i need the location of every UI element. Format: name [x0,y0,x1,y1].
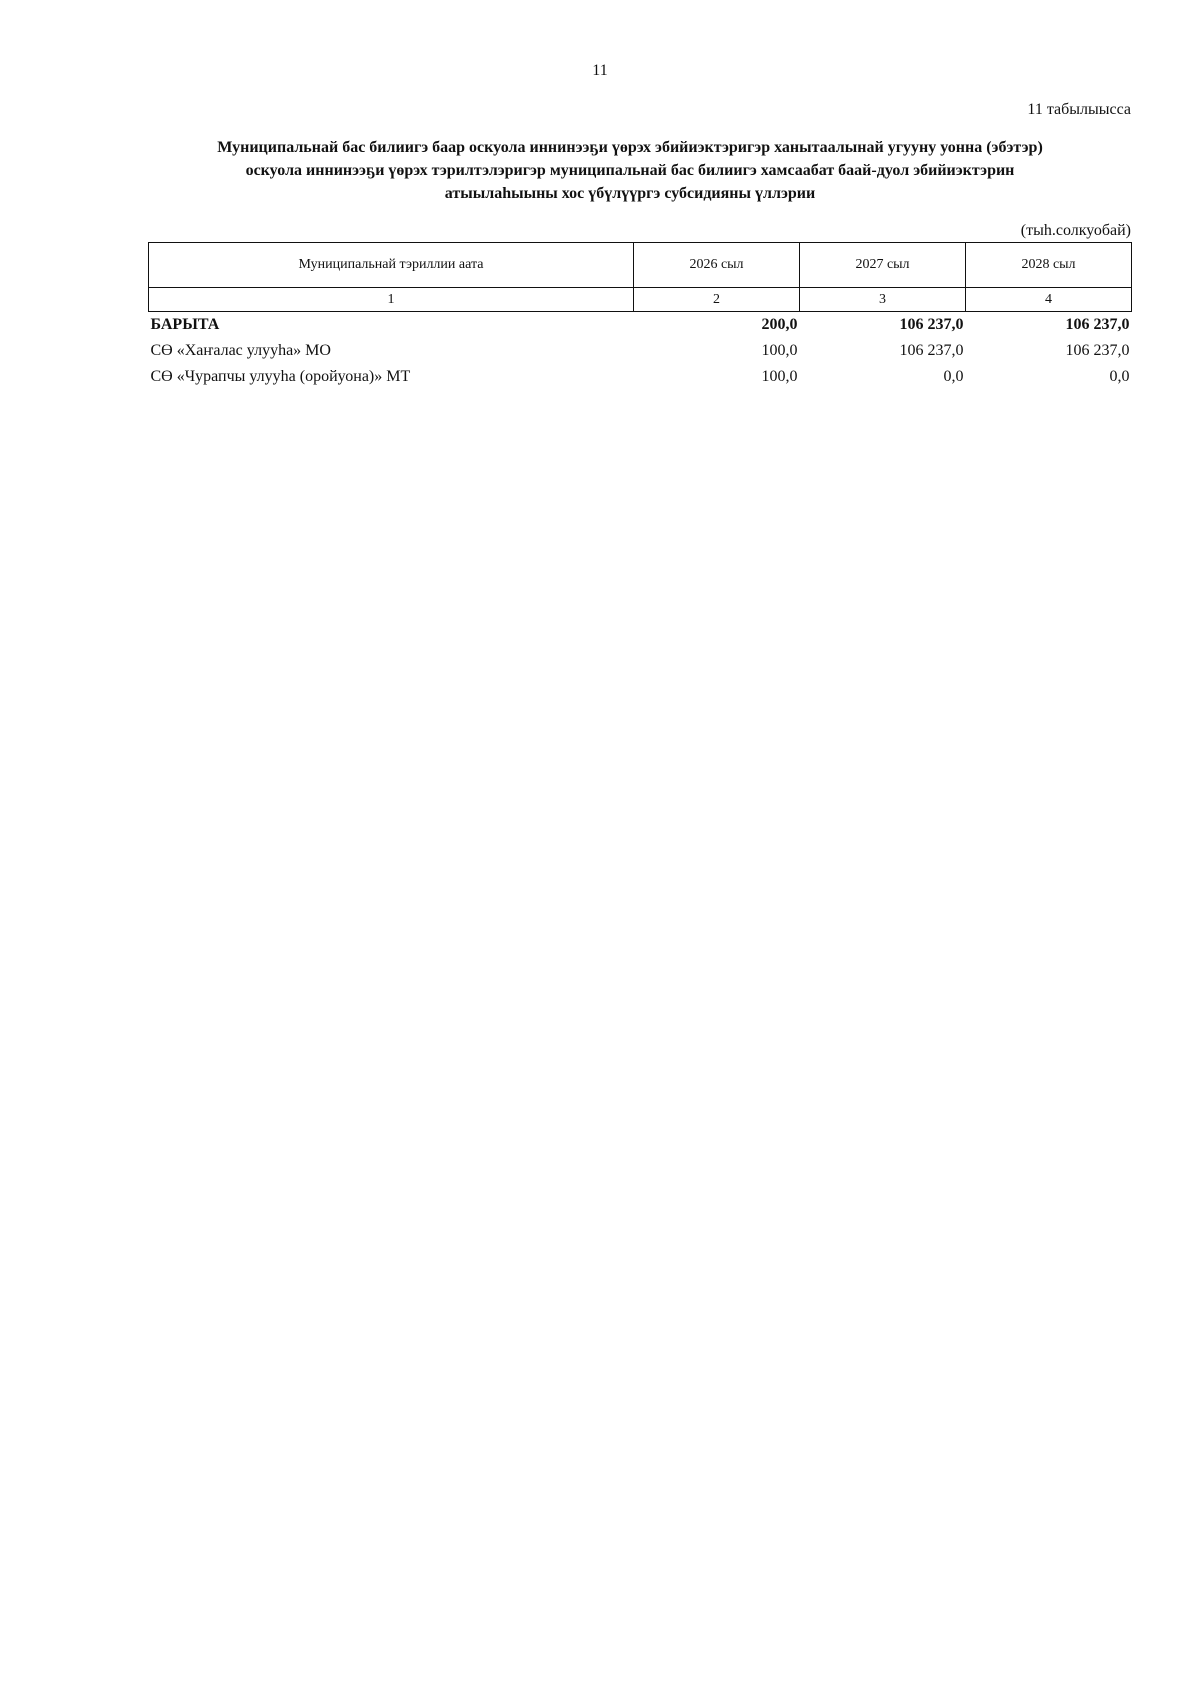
subsidy-table [148,242,1132,390]
value-2027: 106 237,0 [899,342,964,359]
value-2028: 106 237,0 [1065,342,1130,359]
column-number: 1 [149,288,634,312]
header-municipality: Муниципальнай тэриллии аата [149,243,634,288]
unit-note: (тыһ.солкуобай) [1020,222,1131,239]
table-row [149,364,1132,390]
title-line-3: атыылаһыыны хос үбүлүүргэ субсидияны үллэрии [444,185,816,202]
column-number-row [149,288,1132,312]
title-line-1: Муниципальнай бас билиигэ баар оскуола иннинээҕи үөрэх эбийиэктэригэр ханытаалынай угууну уонна (эбэтэр) [217,139,1043,156]
value-2026: 200,0 [761,316,798,333]
header-2028: 2028 сыл [966,243,1132,288]
table-reference: 11 табылыысса [1027,101,1131,118]
column-number: 3 [800,288,966,312]
row-name: БАРЫТА [150,316,220,333]
value-2028: 106 237,0 [1065,316,1130,333]
column-number: 2 [634,288,800,312]
title-line-2: оскуола иннинээҕи үөрэх тэрилтэлэригэр муниципальнай бас билиигэ хамсаабат баай-дуол эбийиэктэрин [245,162,1015,179]
header-2027: 2027 сыл [800,243,966,288]
row-name: СӨ «Чурапчы улууһа (оройуона)» МТ [150,368,411,385]
table-row-total [149,312,1132,339]
value-2028: 0,0 [1109,368,1130,385]
document-title [160,136,1100,205]
header-2026: 2026 сыл [634,243,800,288]
value-2027: 106 237,0 [899,316,964,333]
value-2026: 100,0 [761,368,798,385]
table-header-row [149,243,1132,288]
row-name: СӨ «Хаҥалас улууһа» МО [150,342,331,359]
page-number: 11 [592,62,608,79]
table-row [149,338,1132,364]
value-2027: 0,0 [943,368,964,385]
column-number: 4 [966,288,1132,312]
value-2026: 100,0 [761,342,798,359]
